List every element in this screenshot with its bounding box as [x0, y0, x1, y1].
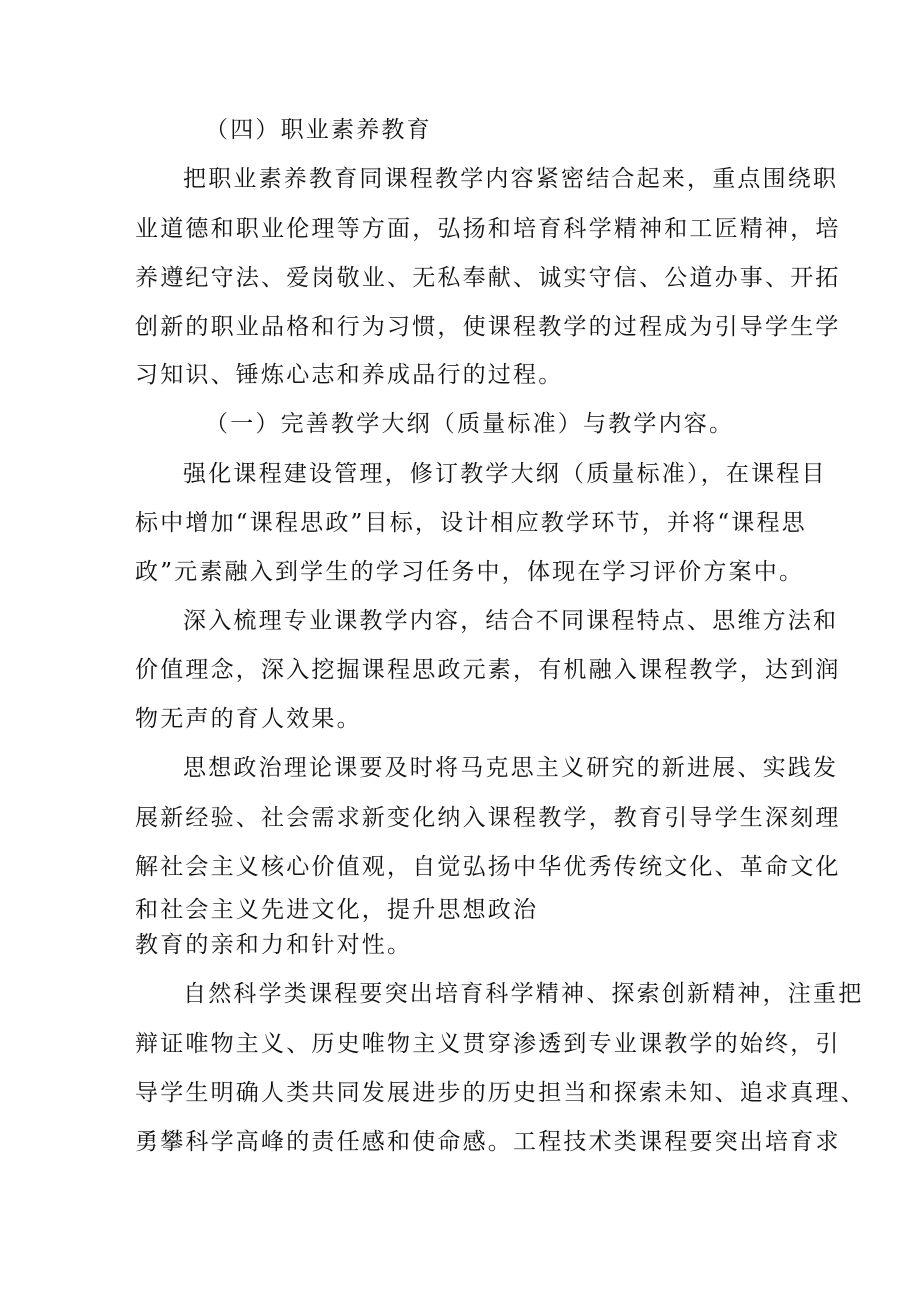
paragraph-line: 业道德和职业伦理等方面，弘扬和培育科学精神和工匠精神，培 — [135, 216, 841, 242]
paragraph-line: 强化课程建设管理，修订教学大纲（质量标准），在课程目 — [183, 461, 827, 487]
paragraph-line: 物无声的育人效果。 — [135, 706, 362, 732]
paragraph-line: 创新的职业品格和行为习惯，使课程教学的过程成为引导学生学 — [135, 314, 841, 340]
paragraph-line: 习知识、锤炼心志和养成品行的过程。 — [135, 362, 564, 388]
paragraph-line: 展新经验、社会需求新变化纳入课程教学，教育引导学生深刻理 — [135, 805, 841, 831]
paragraph-line: 价值理念，深入挖掘课程思政元素，有机融入课程教学，达到润 — [135, 657, 841, 683]
paragraph-line: 标中增加“课程思政”目标，设计相应教学环节，并将“课程思 — [135, 510, 807, 536]
paragraph-line: 教育的亲和力和针对性。 — [135, 932, 413, 958]
paragraph-line: 解社会主义核心价值观，自觉弘扬中华优秀传统文化、革命文化 — [135, 854, 841, 880]
section-heading-1: （一）完善教学大纲（质量标准）与教学内容。 — [205, 411, 735, 437]
paragraph-line: 政”元素融入到学生的学习任务中，体现在学习评价方案中。 — [135, 559, 805, 585]
paragraph-line: 和社会主义先进文化，提升思想政治 — [135, 897, 539, 923]
paragraph-line: 深入梳理专业课教学内容，结合不同课程特点、思维方法和 — [183, 608, 839, 634]
paragraph-line: 思想政治理论课要及时将马克思主义研究的新进展、实践发 — [183, 755, 839, 781]
paragraph-line: 辩证唯物主义、历史唯物主义贯穿渗透到专业课教学的始终，引 — [135, 1031, 841, 1057]
paragraph-line: 把职业素养教育同课程教学内容紧密结合起来，重点围绕职 — [183, 166, 839, 192]
paragraph-line: 自然科学类课程要突出培育科学精神、探索创新精神，注重把 — [183, 981, 864, 1007]
paragraph-line: 养遵纪守法、爱岗敬业、无私奉献、诚实守信、公道办事、开拓 — [135, 265, 841, 291]
paragraph-line: 勇攀科学高峰的责任感和使命感。工程技术类课程要突出培育求 — [135, 1129, 841, 1155]
paragraph-line: 导学生明确人类共同发展进步的历史担当和探索未知、追求真理、 — [135, 1080, 866, 1106]
section-heading-4: （四）职业素养教育 — [205, 117, 432, 143]
